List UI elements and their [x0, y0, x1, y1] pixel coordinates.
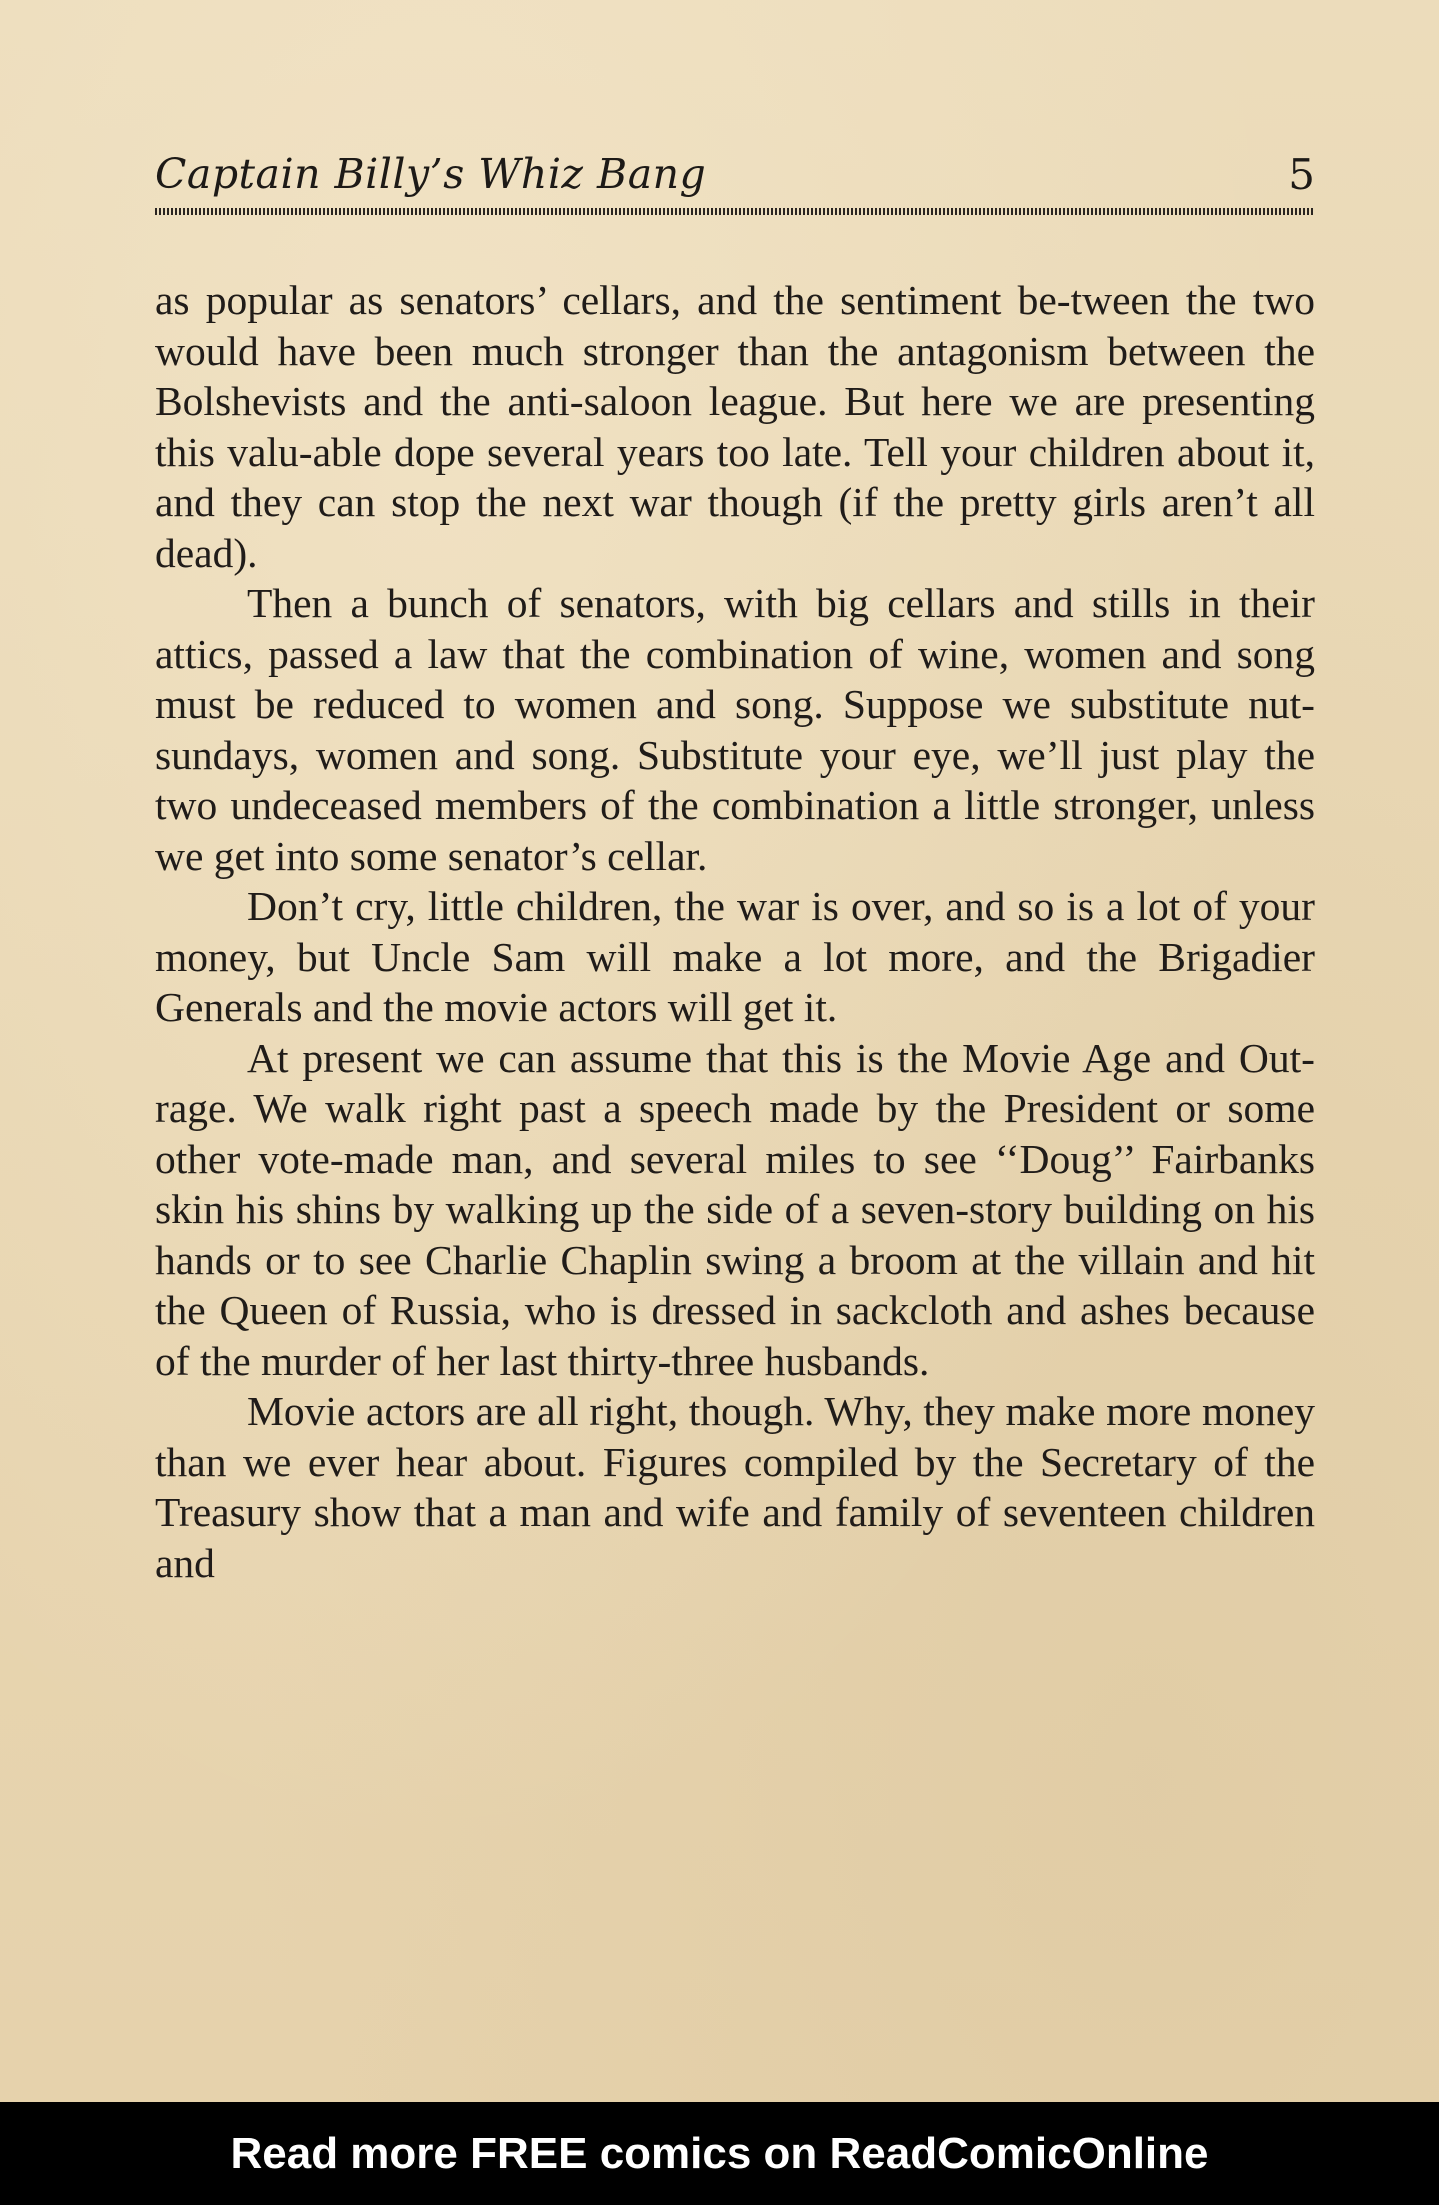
- running-title: Captain Billy’s Whiz Bang: [155, 150, 707, 198]
- header-rule: [155, 208, 1315, 215]
- body-text: [155, 275, 1315, 1588]
- page-number: 5: [1288, 150, 1315, 199]
- promo-banner-link[interactable]: Read more FREE comics on ReadComicOnline: [230, 2128, 1209, 2178]
- paragraph-5: Movie actors are all right, though. Why, they make more money than we ever hear about. Figures compiled by the Secretary of the Treasury show that a man and wife and family of seventeen children and: [155, 1388, 1315, 1586]
- paragraph-4: At present we can assume that this is the Movie Age and Out-rage. We walk right past a speech made by the President or some other vote-made man, and several miles to see ‘‘Doug’’ Fairbanks skin his shins by walking up the side of a seven-story building on his hands or to see Charlie Chaplin swing a broom at the villain and hit the Queen of Russia, who is dressed in sackcloth and ashes because of the murder of her last thirty-three husbands.: [155, 1034, 1315, 1384]
- promo-banner[interactable]: [0, 2102, 1439, 2205]
- paragraph-1: as popular as senators’ cellars, and the sentiment be-tween the two would have been much stronger than the antagonism between the Bolshevists and the anti-saloon league. But here we are presenting this valu-able dope several years too late. Tell your children about it, and they can stop the next war though (if the pretty girls aren’t all dead).: [155, 277, 1315, 576]
- running-head: [155, 150, 1315, 214]
- paragraph-2: Then a bunch of senators, with big cellars and stills in their attics, passed a law that the combination of wine, women and song must be reduced to women and song. Suppose we substitute nut-sundays, women and song. Substitute your eye, we’ll just play the two undeceased members of the combination a little stronger, unless we get into some senator’s cellar.: [155, 580, 1315, 879]
- paragraph-3: Don’t cry, little children, the war is over, and so is a lot of your money, but Uncle Sam will make a lot more, and the Brigadier Generals and the movie actors will get it.: [155, 883, 1315, 1030]
